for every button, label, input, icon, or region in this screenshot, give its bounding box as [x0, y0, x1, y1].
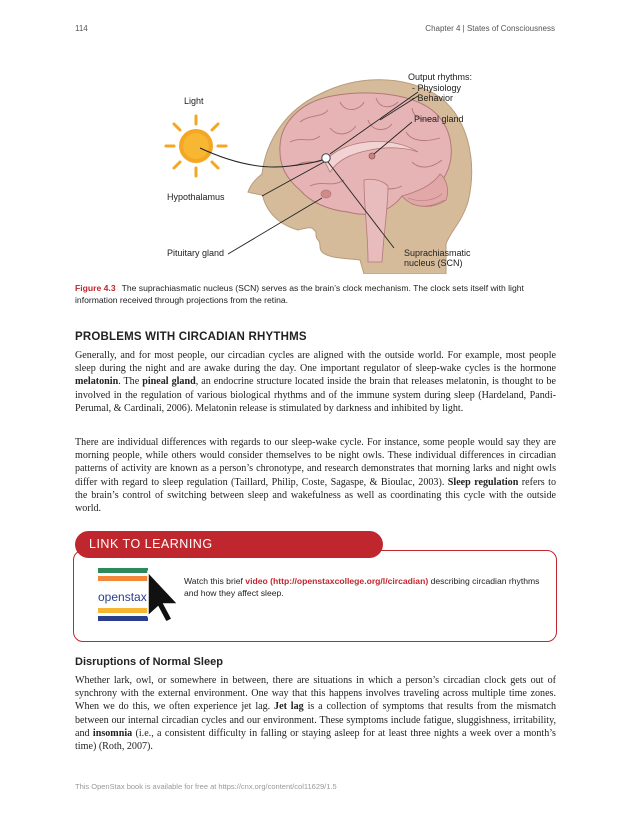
section-heading: PROBLEMS WITH CIRCADIAN RHYTHMS: [75, 331, 307, 343]
label-scn-line2: nucleus (SCN): [404, 258, 463, 268]
label-pineal-gland: Pineal gland: [414, 114, 464, 124]
pituitary-shape: [321, 190, 331, 198]
cursor-icon: [148, 572, 178, 622]
label-pituitary-gland: Pituitary gland: [167, 248, 225, 258]
label-behavior: - Behavior: [412, 93, 454, 103]
sun-icon: [166, 116, 226, 176]
label-physiology: - Physiology: [412, 83, 462, 93]
paragraph-jet-lag: Whether lark, owl, or somewhere in between, there are situations in which a person’s circadian clock gets out of synchrony with the external environment. One way that this happens involves traveling across multiple time zones. When we do this, we often experience jet lag. Jet lag is a collection of symptoms that results from the mismatch between our internal circadian cycles and our environment. These symptoms include fatigue, sluggishness, irritability, and insomnia (i.e., a consistent difficulty in falling or staying asleep for at least three nights a week over a month’s time) (Roth, 2007).: [75, 675, 556, 753]
figure-caption: [75, 282, 555, 306]
term-sleep-regulation: Sleep regulation: [447, 476, 519, 488]
term-pineal-gland: pineal gland: [142, 376, 196, 388]
link-to-learning-text: Watch this brief video (http://openstaxcollege.org/l/circadian) describing circadian rhythms and how they affect sleep.: [184, 576, 540, 598]
openstax-logo-text: openstax: [98, 590, 147, 604]
figure-number: Figure 4.3: [75, 283, 116, 293]
paragraph-chronotype: There are individual differences with regards to our sleep-wake cycle. For instance, some people would say they are morning people, while others would consider themselves to be night owls. These individual differences in circadian patterns of activity are known as a person’s chronotype, and research demonstrates that morning larks and night owls differ with regard to sleep regulation (Taillard, Philip, Coste, Sagaspe, & Bioulac, 2003). Sleep regulation refers to the brain’s control of switching between sleep and wakefulness as well as coordinating this cycle with the outside world.: [75, 437, 557, 515]
label-hypothalamus: Hypothalamus: [167, 192, 225, 202]
label-output-rhythms: Output rhythms:: [408, 72, 473, 82]
label-scn-line1: Suprachiasmatic: [404, 248, 471, 258]
term-melatonin: melatonin: [75, 376, 119, 388]
scn-marker: [322, 154, 330, 162]
scn-figure: [150, 62, 480, 274]
chapter-title: Chapter 4 | States of Consciousness: [425, 24, 555, 33]
term-insomnia: insomnia: [92, 727, 133, 739]
page-footer: This OpenStax book is available for free at https://cnx.org/content/col11629/1.5: [75, 782, 337, 791]
subsection-heading: Disruptions of Normal Sleep: [75, 656, 223, 668]
label-light: Light: [184, 96, 204, 106]
term-jet-lag: Jet lag: [274, 701, 304, 713]
caption-text: The suprachiasmatic nucleus (SCN) serves as the brain’s clock mechanism. The clock sets itself with light information received through projections from the retina.: [75, 283, 524, 305]
paragraph-melatonin: Generally, and for most people, our circadian cycles are aligned with the outside world. For example, most people sleep during the night and are awake during the day. One important regulator of sleep-wake cycles is the hormone melatonin. The pineal gland, an endocrine structure located inside the brain that releases melatonin, is thought to be involved in the regulation of various biological rhythms and of the immune system during sleep (Hardeland, Pandi-Perumal, & Cardinali, 2006). Melatonin release is stimulated by darkness and inhibited by light.: [75, 350, 556, 414]
openstax-logo: [96, 566, 186, 626]
link-to-learning-title: LINK TO LEARNING: [75, 531, 383, 558]
circadian-video-link[interactable]: video (http://openstaxcollege.org/l/circadian): [245, 576, 429, 586]
page-number: 114: [75, 24, 88, 33]
